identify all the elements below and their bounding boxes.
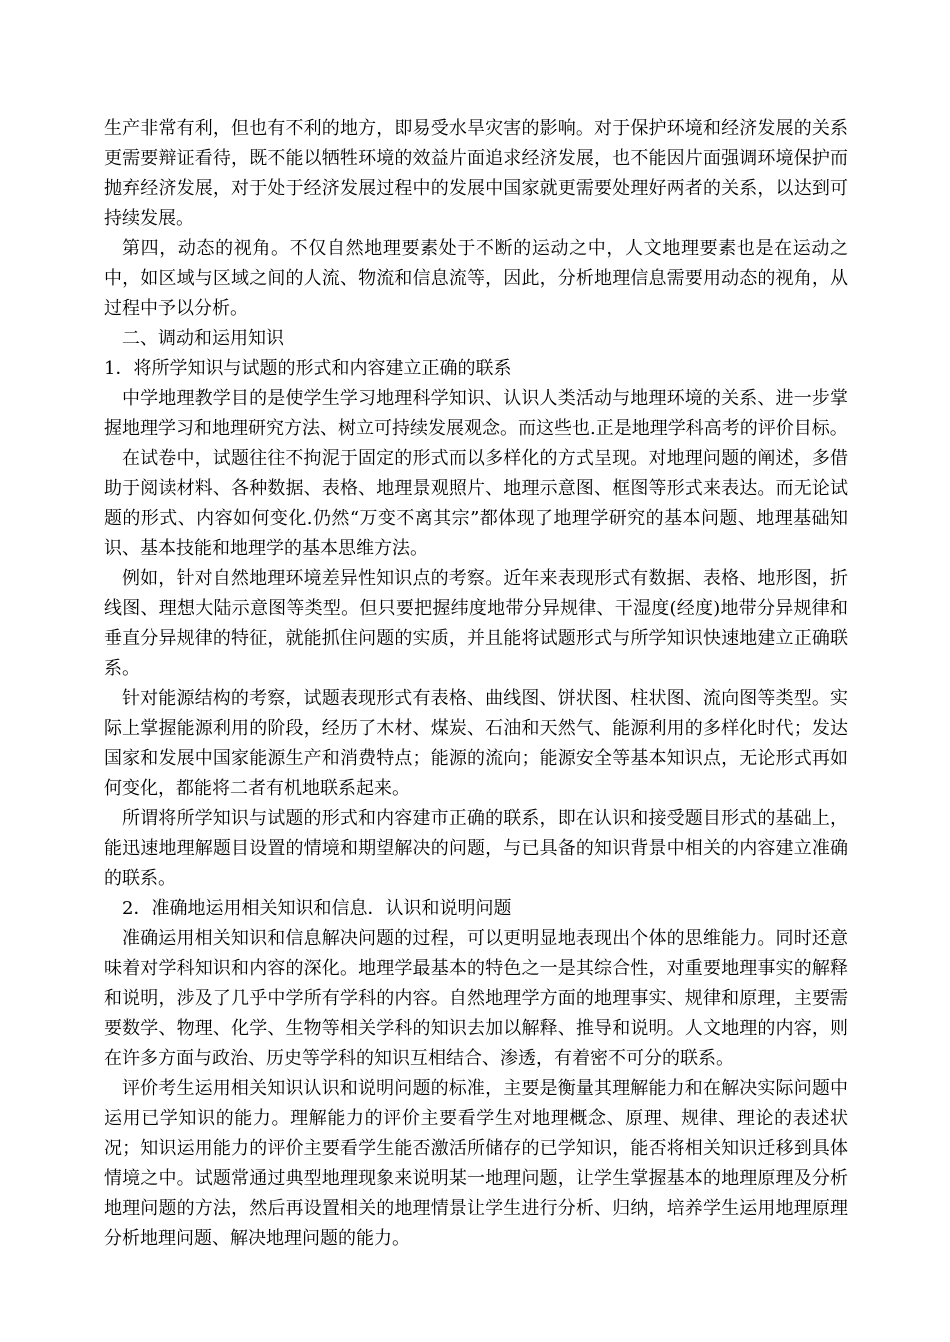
section-heading-knowledge: 二、调动和运用知识 <box>122 328 284 349</box>
paragraph-example-zonal: 例如，针对自然地理环境差异性知识点的考察。近年来表现形式有数据、表格、地形图，折线图、理想大陆示意图等类型。但只要把握纬度地带分异规律、干湿度(经度)地带分异规律和垂直分异规律的特征，就能抓住问题的实质，并且能将试题形式与所学知识快速地建立正确联系。 <box>104 568 848 679</box>
paragraph-dynamic-perspective: 第四，动态的视角。不仅自然地理要素处于不断的运动之中，人文地理要素也是在运动之中，如区域与区域之间的人流、物流和信息流等，因此，分析地理信息需要用动态的视角，从过程中予以分析。 <box>104 238 848 319</box>
paragraph-teaching-goals: 中学地理教学目的是使学生学习地理科学知识、认识人类活动与地理环境的关系、进一步掌握地理学习和地理研究方法、树立可持续发展观念。而这些也.正是地理学科高考的评价目标。 <box>104 388 848 439</box>
paragraph-correct-link: 所谓将所学知识与试题的形式和内容建市正确的联系，即在认识和接受题目形式的基础上，能迅速地理解题目设置的情境和期望解决的问题，与已具备的知识背景中相关的内容建立准确的联系。 <box>104 808 848 889</box>
document-page <box>104 114 848 1254</box>
paragraph-apply-knowledge: 准确运用相关知识和信息解决问题的过程，可以更明显地表现出个体的思维能力。同时还意味着对学科知识和内容的深化。地理学最基本的特色之一是其综合性，对重要地理事实的解释和说明，涉及了几乎中学所有学科的内容。自然地理学方面的地理事实、规律和原理，主要需要数学、物理、化学、生物等相关学科的知识去加以解释、推导和说明。人文地理的内容，则在许多方面与政治、历史等学科的知识互相结合、渗透，有着密不可分的联系。 <box>104 928 848 1069</box>
subsection-heading-2: 2．准确地运用相关知识和信息．认识和说明问题 <box>122 898 512 919</box>
paragraph-evaluation-standard: 评价考生运用相关知识认识和说明问题的标准，主要是衡量其理解能力和在解决实际问题中运用已学知识的能力。理解能力的评价主要看学生对地理概念、原理、规律、理论的表述状况；知识运用能力的评价主要看学生能否激活所储存的已学知识，能否将相关知识迁移到具体情境之中。试题常通过典型地理现象来说明某一地理问题，让学生掌握基本的地理原理及分析地理问题的方法，然后再设置相关的地理情景让学生进行分析、归纳，培养学生运用地理原理分析地理问题、解决地理问题的能力。 <box>104 1078 848 1249</box>
paragraph-continuation: 生产非常有利，但也有不利的地方，即易受水旱灾害的影响。对于保护环境和经济发展的关系更需要辩证看待，既不能以牺牲环境的效益片面追求经济发展，也不能因片面强调环境保护而抛弃经济发展，对于处于经济发展过程中的发展中国家就更需要处理好两者的关系，以达到可持续发展。 <box>104 118 848 229</box>
paragraph-energy-structure: 针对能源结构的考察，试题表现形式有表格、曲线图、饼状图、柱状图、流向图等类型。实际上掌握能源利用的阶段，经历了木材、煤炭、石油和天然气、能源利用的多样化时代；发达国家和发展中国家能源生产和消费特点；能源的流向；能源安全等基本知识点，无论形式再如何变化，都能将二者有机地联系起来。 <box>104 688 848 799</box>
paragraph-question-forms: 在试卷中，试题往往不拘泥于固定的形式而以多样化的方式呈现。对地理问题的阐述，多借助于阅读材料、各种数据、表格、地理景观照片、地理示意图、框图等形式来表达。而无论试题的形式、内容如何变化.仍然“万变不离其宗”都体现了地理学研究的基本问题、地理基础知识、基本技能和地理学的基本思维方法。 <box>104 448 848 559</box>
subsection-heading-1: 1．将所学知识与试题的形式和内容建立正确的联系 <box>104 358 512 379</box>
